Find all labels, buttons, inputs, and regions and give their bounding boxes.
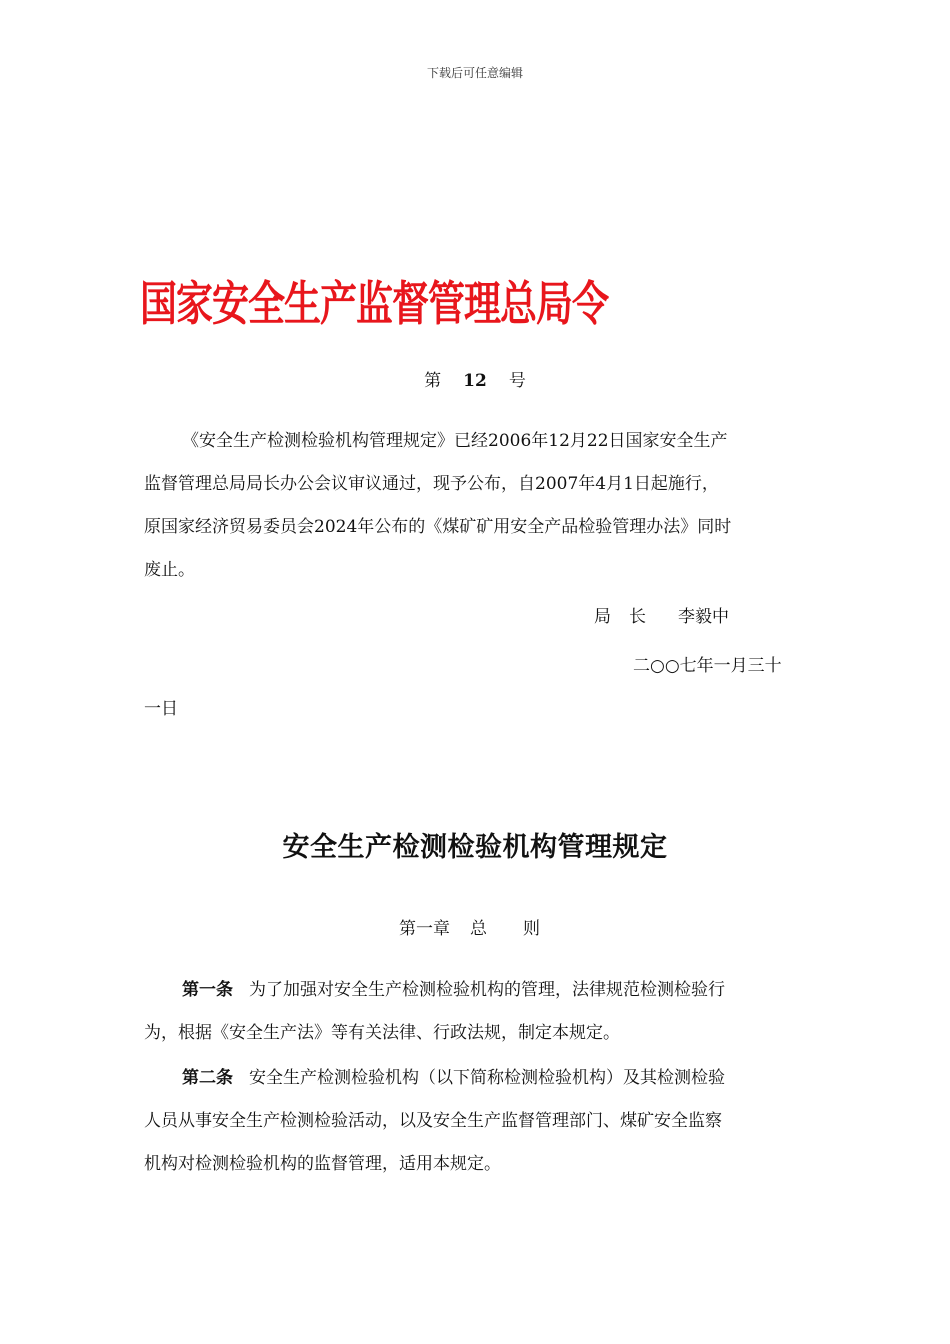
chapter-heading [399, 914, 540, 939]
chapter-title-part2: 则 [523, 919, 540, 939]
article-label: 第一条 [182, 980, 233, 1000]
signer-name: 李毅中 [678, 607, 729, 627]
article-line: 机构对检测检验机构的监督管理，适用本规定。 [144, 1154, 501, 1174]
chapter-title-part1: 总 [470, 919, 487, 939]
intro-line: 《安全生产检测检验机构管理规定》已经2006年12月22日国家安全生产 [182, 431, 728, 451]
intro-line: 监督管理总局局长办公会议审议通过，现予公布，自2007年4月1日起施行， [144, 474, 719, 494]
article-2 [144, 1057, 804, 1186]
article-1 [144, 969, 804, 1055]
article-line: 为，根据《安全生产法》等有关法律、行政法规，制定本规定。 [144, 1023, 620, 1043]
signing-date-line2: 一日 [144, 699, 178, 719]
article-label: 第二条 [182, 1068, 233, 1088]
regulation-title: 安全生产检测检验机构管理规定 [282, 832, 668, 863]
decree-number-suffix: 号 [508, 371, 526, 391]
signer-role: 局长 [594, 607, 664, 627]
article-line: 人员从事安全生产检测检验活动，以及安全生产监督管理部门、煤矿安全监察 [144, 1111, 722, 1131]
article-text: 为了加强对安全生产检测检验机构的管理，法律规范检测检验行 [249, 980, 725, 1000]
intro-paragraph [144, 420, 804, 592]
article-text: 安全生产检测检验机构（以下简称检测检验机构）及其检测检验 [249, 1068, 725, 1088]
signing-date-line1: 二○○七年一月三十 [633, 656, 782, 676]
header-note: 下载后可任意编辑 [426, 66, 523, 80]
decree-number [0, 366, 950, 391]
decree-number-prefix: 第 [424, 371, 442, 391]
decree-number-value: 12 [463, 371, 487, 391]
decree-title: 国家安全生产监督管理总局令 [140, 276, 608, 332]
article-line [144, 969, 804, 1012]
intro-line: 原国家经济贸易委员会2024年公布的《煤矿矿用安全产品检验管理办法》同时 [144, 517, 732, 537]
chapter-number: 第一章 [399, 919, 450, 939]
signer [594, 602, 729, 627]
intro-line: 废止。 [144, 560, 195, 580]
article-line [144, 1057, 804, 1100]
